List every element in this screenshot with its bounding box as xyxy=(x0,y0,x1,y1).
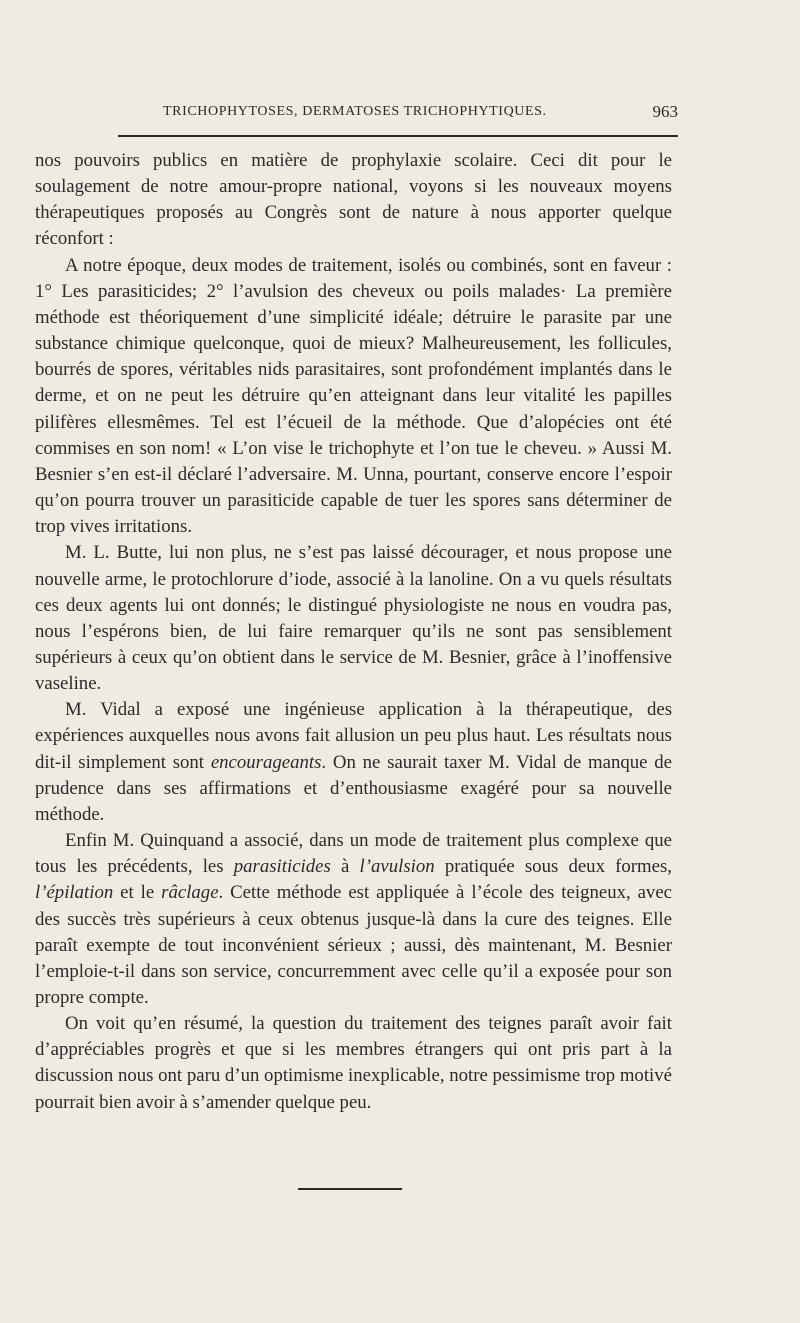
text-run: à xyxy=(330,856,360,878)
end-rule xyxy=(298,1188,402,1190)
italic-term: râclage xyxy=(161,882,219,904)
text-run: . Cette méthode est appliquée à l’école des teigneux, avec des succès très supérieurs à ceux obtenus jusque-là dans la cure des teignes. Elle paraît exempte de tout inconvénient sérieux ; aussi, dès maintenant, M. Besnier l’emploie-t-il dans son service, concurremment avec celle qu’il a exposée pour son propre compte. xyxy=(35,882,672,1008)
paragraph xyxy=(35,540,672,697)
running-head-title: TRICHOPHYTOSES, DERMATOSES TRICHOPHYTIQUES. xyxy=(163,104,547,119)
running-head xyxy=(118,102,678,126)
header-rule xyxy=(118,135,678,137)
text-run: M. L. Butte, lui non plus, ne s’est pas laissé décourager, et nous propose une nouvelle arme, le protochlorure d’iode, associé à la lanoline. On a vu quels résultats ces deux agents lui ont donnés; le distingué physiologiste ne nous en voudra pas, nous l’espérons bien, de lui faire remarquer qu’ils ne sont pas sensiblement supérieurs à ceux qu’on obtient dans le service de M. Besnier, grâce à l’inoffensive vaseline. xyxy=(35,542,672,695)
text-run: A notre époque, deux modes de traitement, isolés ou combinés, sont en faveur : 1° Les parasiticides; 2° l’avulsion des cheveux ou poils malades· La première méthode est théoriquement d’une simplicité idéale; détruire le parasite par une substance chimique quelconque, quoi de mieux? Malheureusement, les follicules, bourrés de spores, véritables nids parasitaires, sont profondément implantés dans le derme, et on ne peut les détruire qu’en atteignant dans leur vitalité les papilles pilifères ellesmêmes. Tel est l’écueil de la méthode. Que d’alopécies ont été commises en son nom! « L’on vise le trichophyte et l’on tue le cheveu. » Aussi M. Besnier s’en est-il déclaré l’adversaire. M. Unna, pourtant, conserve encore l’espoir qu’on pourra trouver un parasiticide capable de tuer les spores sans déterminer de trop vives irritations. xyxy=(35,254,672,538)
text-run: M. Vidal a exposé une ingénieuse application à la thérapeutique, des expériences auxquelles nous avons fait allusion un peu plus haut. Les résultats nous dit-il simplement sont xyxy=(35,699,672,773)
text-run: On voit qu’en résumé, la question du traitement des teignes paraît avoir fait d’appréciables progrès et que si les membres étrangers qui ont pris part à la discussion nous ont paru d’un optimisme inexplicable, notre pessimisme trop motivé pourrait bien avoir à s’amender quelque peu. xyxy=(35,1013,672,1113)
italic-term: l’avulsion xyxy=(359,856,435,878)
paragraph xyxy=(35,148,672,253)
italic-term: l’épilation xyxy=(35,882,114,904)
page-number: 963 xyxy=(652,102,678,121)
paragraph xyxy=(35,697,672,828)
paragraph xyxy=(35,1011,672,1116)
text-run: pratiquée sous deux formes, xyxy=(434,856,672,878)
text-run: Enfin M. Quinquand a associé, dans un mode de traitement plus complexe que tous les précédents, les xyxy=(35,830,672,878)
text-run: . On ne saurait taxer M. Vidal de manque de prudence dans ses affirmations et d’enthousiasme exagéré pour sa nouvelle méthode. xyxy=(35,751,672,825)
text-run: et le xyxy=(113,882,162,904)
italic-term: encourageants xyxy=(210,751,322,773)
italic-term: parasiticides xyxy=(233,856,331,878)
paragraph xyxy=(35,828,672,1011)
body-text xyxy=(35,148,672,1116)
paragraph xyxy=(35,253,672,541)
text-run: nos pouvoirs publics en matière de prophylaxie scolaire. Ceci dit pour le soulagement de notre amour-propre national, voyons si les nouveaux moyens thérapeutiques proposés au Congrès sont de nature à nous apporter quelque réconfort : xyxy=(35,150,672,250)
